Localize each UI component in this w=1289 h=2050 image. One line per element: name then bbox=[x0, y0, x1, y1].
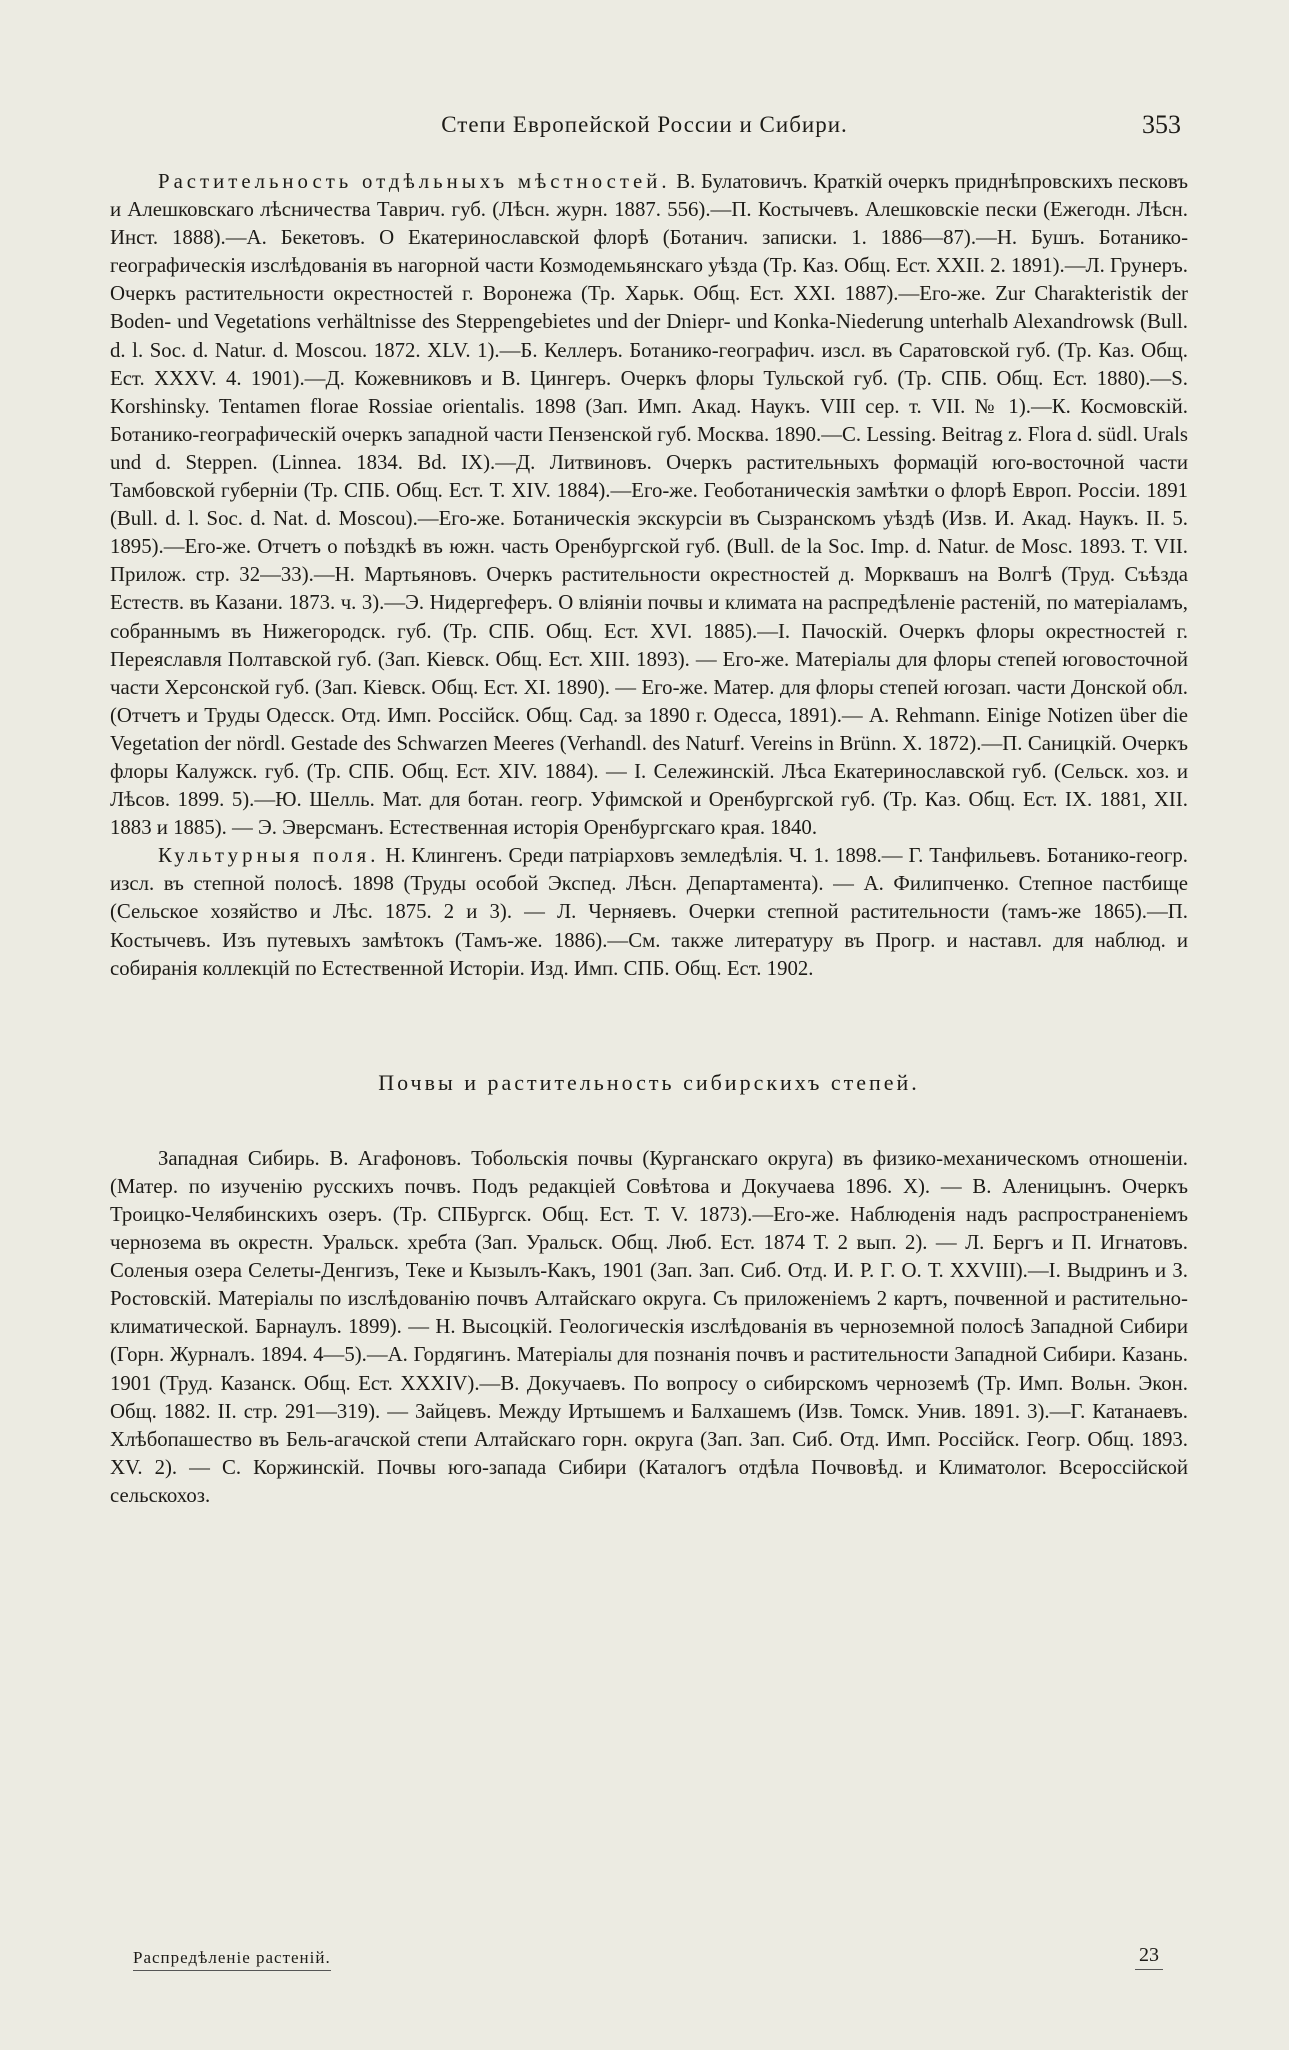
paragraph-text: В. Булатовичъ. Краткій очеркъ приднѣпровскихъ песковъ и Алешковскаго лѣсничества Таврич. губ. (Лѣсн. журн. 1887. 556).—П. Костычевъ. Алешковскіе пески (Ежегодн. Лѣсн. Инст. 1888).—А. Бекетовъ. О Екатеринославской флорѣ (Ботанич. записки. 1. 1886—87).—Н. Бушъ. Ботанико-географическія изслѣдованія въ нагорной части Козмодемьянскаго уѣзда (Тр. Каз. Общ. Ест. XXII. 2. 1891).—Л. Грунеръ. Очеркъ растительности окрестностей г. Воронежа (Тр. Харьк. Общ. Ест. XXI. 1887).—Его-же. Zur Charakteristik der Boden- und Vegetations verhältnisse des Steppengebietes und der Dniepr- und Konka-Niederung unterhalb Alexandrowsk (Bull. d. l. Soc. d. Natur. d. Moscou. 1872. XLV. 1).—Б. Келлеръ. Ботанико-географич. изсл. въ Саратовской губ. (Тр. Каз. Общ. Ест. XXXV. 4. 1901).—Д. Кожевниковъ и В. Цингеръ. Очеркъ флоры Тульской губ. (Тр. СПБ. Общ. Ест. 1880).—S. Korshinsky. Tentamen florae Rossiae orientalis. 1898 (Зап. Имп. Акад. Наукъ. VIII сер. т. VII. № 1).—К. Космовскій. Ботанико-географическій очеркъ западной части Пензенской губ. Москва. 1890.—С. Lessing. Beitrag z. Flora d. südl. Urals und d. Steppen. (Linnea. 1834. Bd. IX).—Д. Литвиновъ. Очеркъ растительныхъ формацій юго-восточной части Тамбовской губерніи (Тр. СПБ. Общ. Ест. Т. XIV. 1884).—Его-же. Геоботаническія замѣтки о флорѣ Европ. Россіи. 1891 (Bull. d. l. Soc. d. Nat. d. Moscou).—Его-же. Ботаническія экскурсіи въ Сызранскомъ уѣздѣ (Изв. И. Акад. Наукъ. II. 5. 1895).—Его-же. Отчетъ о поѣздкѣ въ южн. часть Оренбургской губ. (Bull. de la Soc. Imp. d. Natur. de Mosc. 1893. T. VII. Прилож. стр. 32—33).—Н. Мартьяновъ. Очеркъ растительности окрестностей д. Морквашъ на Волгѣ (Труд. Съѣзда Естеств. въ Казани. 1873. ч. 3).—Э. Нидергеферъ. О вліяніи почвы и климата на распредѣленіе растеній, по матеріаламъ, собраннымъ въ Нижегородск. губ. (Тр. СПБ. Общ. Ест. XVI. 1885).—І. Пачоскій. Очеркъ флоры окрестностей г. Переяславля Полтавской губ. (Зап. Кіевск. Общ. Ест. XIII. 1893). — Его-же. Матеріалы для флоры степей юговосточной части Херсонской губ. (Зап. Кіевск. Общ. Ест. XI. 1890). — Его-же. Матер. для флоры степей югозап. части Донской обл. (Отчетъ и Труды Одесск. Отд. Имп. Россійск. Общ. Сад. за 1890 г. Одесса, 1891).— А. Rehmann. Einige Notizen über die Vegetation der nördl. Gestade des Schwarzen Meeres (Verhandl. des Naturf. Vereins in Brünn. X. 1872).—П. Саницкій. Очеркъ флоры Калужск. губ. (Тр. СПБ. Общ. Ест. XIV. 1884). — І. Сележинскій. Лѣса Екатеринославской губ. (Сельск. хоз. и Лѣсов. 1899. 5).—Ю. Шелль. Мат. для ботан. геогр. Уфимской и Оренбургской губ. (Тр. Каз. Общ. Ест. IX. 1881, XII. 1883 и 1885). — Э. Эверсманъ. Естественная исторія Оренбургскаго края. 1840. bbox=[110, 170, 1188, 840]
signature-mark: Распредѣленіе растеній. bbox=[133, 1948, 331, 1971]
sheet-number: 23 bbox=[1135, 1944, 1163, 1970]
running-title: Степи Европейской России и Сибири. bbox=[441, 112, 848, 137]
paragraph-lead: Западная Сибирь. bbox=[158, 1146, 320, 1170]
running-header bbox=[0, 108, 1289, 148]
paragraph-lead: Культурныя поля. bbox=[158, 844, 380, 868]
paragraph-western-siberia bbox=[110, 1145, 1188, 1510]
paragraph-local-vegetation bbox=[110, 168, 1188, 842]
page-footer bbox=[133, 1944, 1163, 1978]
paragraph-text: Н. Клингенъ. Среди патріарховъ земледѣлія. Ч. 1. 1898.— Г. Танфильевъ. Ботанико-геогр. изсл. въ степной полосѣ. 1898 (Труды особой Экспед. Лѣсн. Департамента). — А. Филипченко. Степное пастбище (Сельское хозяйство и Лѣс. 1875. 2 и 3). — Л. Черняевъ. Очерки степной растительности (тамъ-же 1865).—П. Костычевъ. Изъ путевыхъ замѣтокъ (Тамъ-же. 1886).—См. также литературу въ Прогр. и наставл. для наблюд. и собиранія коллекцій по Естественной Исторіи. Изд. Имп. СПБ. Общ. Ест. 1902. bbox=[110, 844, 1188, 980]
page-body bbox=[110, 168, 1188, 1510]
paragraph-text: В. Агафоновъ. Тобольскія почвы (Курганскаго округа) въ физико-механическомъ отношеніи. (Матер. по изученію русскихъ почвъ. Подъ редакціей Совѣтова и Докучаева 1896. X). — В. Аленицынъ. Очеркъ Троицко-Челябинскихъ озеръ. (Тр. СПБургск. Общ. Ест. Т. V. 1873).—Его-же. Наблюденія надъ распространеніемъ чернозема въ окрестн. Уральск. хребта (Зап. Уральск. Общ. Люб. Ест. 1874 Т. 2 вып. 2). — Л. Бергъ и П. Игнатовъ. Соленыя озера Селеты-Денгизъ, Теке и Кызылъ-Какъ, 1901 (Зап. Зап. Сиб. Отд. И. Р. Г. О. Т. XXVIII).—І. Выдринъ и З. Ростовскій. Матеріалы по изслѣдованію почвъ Алтайскаго округа. Съ приложеніемъ 2 картъ, почвенной и растительно-климатической. Барнаулъ. 1899). — Н. Высоцкій. Геологическія изслѣдованія въ черноземной полосѣ Западной Сибири (Горн. Журналъ. 1894. 4—5).—А. Гордягинъ. Матеріалы для познанія почвъ и растительности Западной Сибири. Казань. 1901 (Труд. Казанск. Общ. Ест. XXXIV).—В. Докучаевъ. По вопросу о сибирскомъ черноземѣ (Тр. Имп. Вольн. Экон. Общ. 1882. II. стр. 291—319). — Зайцевъ. Между Иртышемъ и Балхашемъ (Изв. Томск. Унив. 1891. 3).—Г. Катанаевъ. Хлѣбопашество въ Бель-агачской степи Алтайскаго горн. округа (Зап. Зап. Сиб. Отд. Имп. Россійск. Геогр. Общ. 1893. XV. 2). — С. Коржинскій. Почвы юго-запада Сибири (Каталогъ отдѣла Почвовѣд. и Климатолог. Всероссійской сельскохоз. bbox=[110, 1146, 1188, 1507]
section-heading: Почвы и растительность сибирскихъ степей. bbox=[378, 1069, 920, 1095]
paragraph-cultivated-fields bbox=[110, 842, 1188, 982]
paragraph-lead: Растительность отдѣльныхъ мѣстностей. bbox=[158, 170, 671, 193]
page-number: 353 bbox=[1142, 110, 1181, 139]
